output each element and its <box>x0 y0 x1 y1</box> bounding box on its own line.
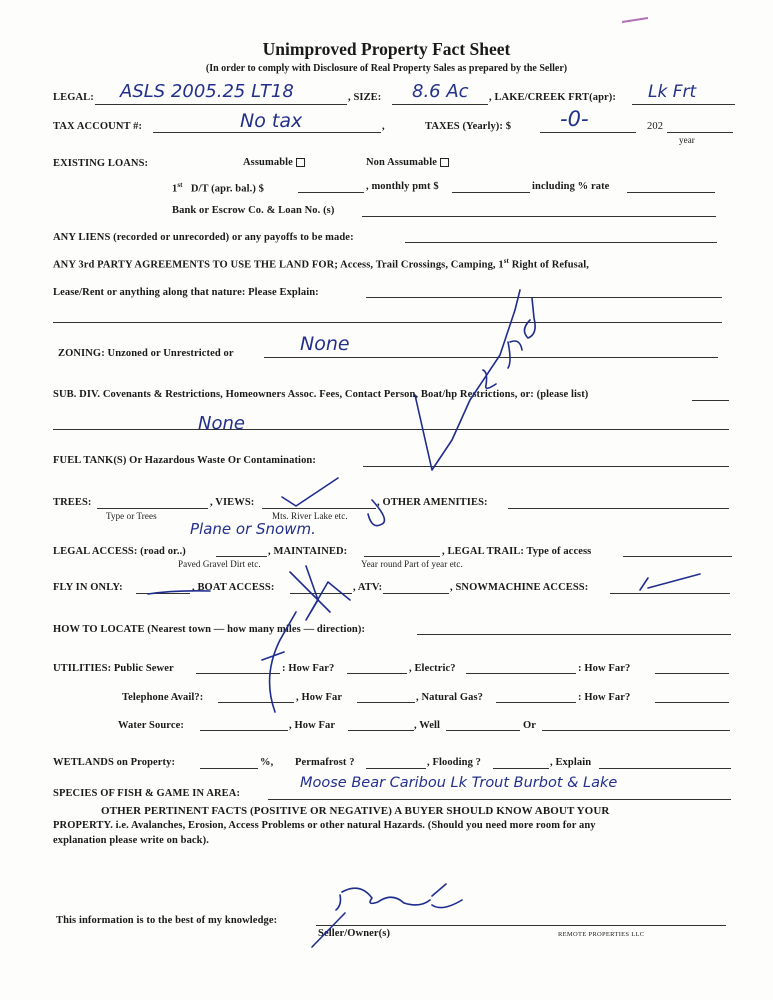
views-label: , VIEWS: <box>210 497 255 508</box>
other-facts-line-1: OTHER PERTINENT FACTS (POSITIVE OR NEGATIVE) A BUYER SHOULD KNOW ABOUT YOUR <box>101 805 610 817</box>
permafrost-line <box>366 768 426 769</box>
legal-access-line <box>216 556 267 557</box>
big-check-mark <box>415 290 520 470</box>
telephone-label: Telephone Avail?: <box>122 692 204 703</box>
wetlands-label: WETLANDS on Property: <box>53 757 176 768</box>
species-label: SPECIES OF FISH & GAME IN AREA: <box>53 788 241 799</box>
lake-creek-label: , LAKE/CREEK FRT(apr): <box>489 92 616 103</box>
other-amenities-line <box>508 508 729 509</box>
tax-account-label: TAX ACCOUNT #: <box>53 121 143 132</box>
utilities-sewer-label: UTILITIES: Public Sewer <box>53 663 174 674</box>
how-far-5-label: , How Far <box>289 720 336 731</box>
how-far-2-label: : How Far? <box>578 663 631 674</box>
how-far-3-line <box>357 702 415 703</box>
legal-handwritten: ASLS 2005.25 LT18 <box>120 81 294 102</box>
existing-loans-label: EXISTING LOANS: <box>53 158 149 169</box>
non-assumable-checkbox[interactable] <box>440 158 449 167</box>
first-dt-line <box>298 192 364 193</box>
how-to-locate-line <box>417 634 731 635</box>
natural-gas-line <box>496 702 576 703</box>
rate-line <box>627 192 715 193</box>
how-far-4-label: : How Far? <box>578 692 631 703</box>
percent-label: %, <box>260 757 274 768</box>
maintained-line <box>364 556 440 557</box>
other-amenities-label: , OTHER AMENITIES: <box>377 497 488 508</box>
tax-account-handwritten: No tax <box>240 110 303 132</box>
year-prefix: 202 <box>647 121 664 132</box>
size-handwritten: 8.6 Ac <box>412 81 469 102</box>
taxes-handwritten: -0- <box>560 107 589 131</box>
page-title: Unimproved Property Fact Sheet <box>262 39 511 59</box>
best-knowledge-label: This information is to the best of my knowledge: <box>56 915 278 926</box>
how-to-locate-label: HOW TO LOCATE (Nearest town — how many miles — direction): <box>53 624 366 635</box>
sewer-line <box>196 673 280 674</box>
views-line <box>262 508 376 509</box>
legal-trail-line <box>623 556 732 557</box>
signature-line <box>316 925 726 926</box>
fuel-tank-line <box>363 466 729 467</box>
footer-company: REMOTE PROPERTIES LLC <box>558 931 645 938</box>
fuel-tank-label: FUEL TANK(S) Or Hazardous Waste Or Contamination: <box>53 455 316 466</box>
electric-label: , Electric? <box>409 663 456 674</box>
how-far-1-line <box>347 673 407 674</box>
lake-creek-line <box>632 104 735 105</box>
signature <box>336 884 462 910</box>
water-source-line <box>200 730 288 731</box>
views-hint: Mts. River Lake etc. <box>272 511 348 521</box>
snowmachine-mark <box>640 574 700 590</box>
boat-scribble <box>483 370 496 388</box>
well-label: , Well <box>414 720 441 731</box>
lease-rent-label: Lease/Rent or anything along that nature: Please Explain: <box>53 287 319 298</box>
maintained-hint: Year round Part of year etc. <box>361 559 463 569</box>
subdiv-label: SUB. DIV. Covenants & Restrictions, Homeowners Assoc. Fees, Contact Person, Boat/hp Restrictions, or: (please list) <box>53 389 589 400</box>
legal-line <box>95 104 347 105</box>
lake-handwritten: Lk Frt <box>648 82 697 102</box>
explain-line <box>599 768 731 769</box>
lease-rent-line <box>366 297 722 298</box>
legal-access-label: LEGAL ACCESS: (road or..) <box>53 546 186 557</box>
tax-account-line <box>153 132 381 133</box>
maintained-label: , MAINTAINED: <box>268 546 348 557</box>
non-assumable-option: Non Assumable <box>366 157 449 168</box>
flooding-label: , Flooding ? <box>427 757 482 768</box>
margin-mark <box>622 18 648 22</box>
page-subtitle: (In order to comply with Disclosure of Real Property Sales as prepared by the Seller) <box>205 63 568 74</box>
subdiv-line-2 <box>53 429 729 430</box>
monthly-pmt-line <box>452 192 530 193</box>
views-check <box>282 478 338 506</box>
explain-label: , Explain <box>550 757 592 768</box>
legal-access-hint: Paved Gravel Dirt etc. <box>178 559 261 569</box>
species-line <box>268 799 731 800</box>
bank-escrow-label: Bank or Escrow Co. & Loan No. (s) <box>172 205 335 216</box>
boat-access-label: , BOAT ACCESS: <box>192 582 275 593</box>
size-line <box>392 104 488 105</box>
flooding-line <box>493 768 549 769</box>
tax-comma: , <box>382 121 385 132</box>
water-source-label: Water Source: <box>118 720 184 731</box>
bank-escrow-line <box>362 216 716 217</box>
zoning-handwritten: None <box>300 333 350 355</box>
natural-gas-label: , Natural Gas? <box>416 692 484 703</box>
zoning-label: ZONING: Unzoned or Unrestricted or <box>58 348 234 359</box>
fly-in-line <box>136 593 190 594</box>
legal-trail-label: , LEGAL TRAIL: Type of access <box>442 546 592 557</box>
how-far-2-line <box>655 673 729 674</box>
taxes-label: TAXES (Yearly): $ <box>425 121 512 132</box>
other-facts-line-2: PROPERTY. i.e. Avalanches, Erosion, Access Problems or other natural Hazards. (Should you need more room for any <box>53 820 596 831</box>
or-label: Or <box>523 720 537 731</box>
assumable-checkbox[interactable] <box>296 158 305 167</box>
taxes-line <box>540 132 636 133</box>
size-label: , SIZE: <box>348 92 382 103</box>
trees-line <box>97 508 208 509</box>
how-far-5-line <box>348 730 414 731</box>
third-party-label: ANY 3rd PARTY AGREEMENTS TO USE THE LAND FOR; Access, Trail Crossings, Camping, 1st Right of Refusal, <box>53 257 589 271</box>
fly-in-label: FLY IN ONLY: <box>53 582 123 593</box>
electric-line <box>466 673 576 674</box>
year-line <box>667 132 733 133</box>
type-of-trees-hint: Type or Trees <box>106 511 157 521</box>
trees-label: TREES: <box>53 497 92 508</box>
subdiv-handwritten: None <box>198 413 245 434</box>
how-far-4-line <box>655 702 729 703</box>
liens-line <box>405 242 717 243</box>
atv-label: , ATV: <box>353 582 383 593</box>
how-far-1-label: : How Far? <box>282 663 335 674</box>
liens-label: ANY LIENS (recorded or unrecorded) or any payoffs to be made: <box>53 232 354 243</box>
well-line <box>446 730 520 731</box>
lease-rent-line-2 <box>53 322 722 323</box>
other-facts-line-3: explanation please write on back). <box>53 835 209 846</box>
legal-access-handwritten: Plane or Snowm. <box>190 520 316 538</box>
boat-access-line <box>290 593 352 594</box>
seller-owner-label: Seller/Owner(s) <box>318 928 391 939</box>
species-handwritten: Moose Bear Caribou Lk Trout Burbot & Lake <box>300 775 618 791</box>
zoning-line <box>264 357 718 358</box>
snowmachine-label: , SNOWMACHINE ACCESS: <box>450 582 589 593</box>
year-label: year <box>679 135 695 145</box>
assumable-option: Assumable <box>243 157 305 168</box>
monthly-pmt-label: , monthly pmt $ <box>366 181 439 192</box>
including-rate-label: including % rate <box>532 181 610 192</box>
how-far-3-label: , How Far <box>296 692 343 703</box>
boat-x-1 <box>290 572 330 612</box>
permafrost-label: Permafrost ? <box>295 757 355 768</box>
wetlands-line <box>200 768 258 769</box>
or-line <box>542 730 730 731</box>
subdiv-line <box>692 400 729 401</box>
atv-line <box>383 593 449 594</box>
legal-label: LEGAL: <box>53 92 94 103</box>
first-dt-label: 1st D/T (apr. bal.) $ <box>172 181 264 195</box>
telephone-line <box>218 702 294 703</box>
snowmachine-line <box>610 593 730 594</box>
